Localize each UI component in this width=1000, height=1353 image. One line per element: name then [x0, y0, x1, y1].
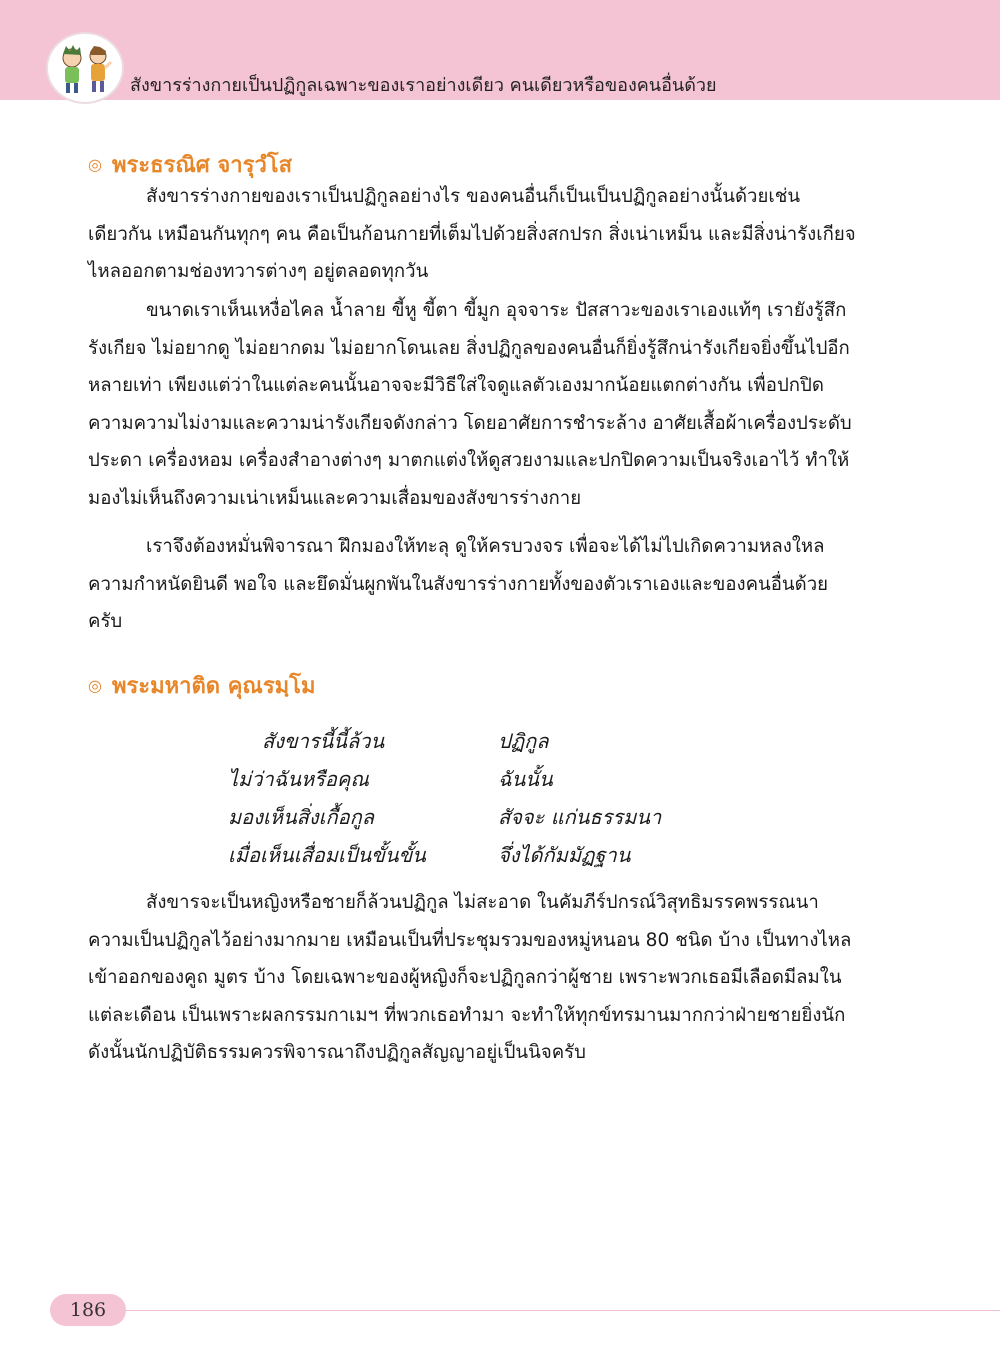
header-illustration [46, 32, 124, 104]
poem-line-right: ปฏิกูล [498, 729, 549, 753]
poem-line-left: ไม่ว่าฉันหรือคุณ [228, 767, 369, 791]
section-heading-1-text: พระธรณิศ จารุวํโส [111, 153, 293, 178]
two-kids-icon [48, 34, 122, 102]
footer-rule [118, 1310, 1000, 1311]
section-heading-2-text: พระมหาติด คุณรมฺโม [111, 674, 316, 699]
section-heading-2 [88, 668, 315, 703]
paragraph: สังขารจะเป็นหญิงหรือชายก็ล้วนปฏิกูล ไม่สะอาด ในคัมภีร์ปกรณ์วิสุทธิมรรคพรรณนาความเป็นปฏิกูลไว้อย่างมากมาย เหมือนเป็นที่ประชุมรวมของหมู่หนอน 80 ชนิด บ้าง เป็นทางไหลเข้าออกของคูถ มูตร บ้าง โดยเฉพาะของผู้หญิงก็จะปฏิกูลกว่าผู้ชาย เพราะพวกเธอมีเลือดมีลมในแต่ละเดือน เป็นเพราะผลกรรมกาเมฯ ที่พวกเธอทำมา จะทำให้ทุกข์ทรมานมากกว่าฝ่ายชายยิ่งนัก ดังนั้นนักปฏิบัติธรรมควรพิจารณาถึงปฏิกูลสัญญาอยู่เป็นนิจครับ [88, 892, 852, 1063]
poem-line-right: ฉันนั้น [498, 767, 553, 791]
poem-line-right: จึ่งได้กัมมัฏฐาน [498, 843, 631, 867]
paragraph: ขนาดเราเห็นเหงื่อไคล น้ำลาย ขี้หู ขี้ตา ขี้มูก อุจจาระ ปัสสาวะของเราเองแท้ๆ เรายังรู้สึกรังเกียจ ไม่อยากดู ไม่อยากดม ไม่อยากโดนเลย สิ่งปฏิกูลของคนอื่นก็ยิ่งรู้สึกน่ารังเกียจยิ่งขึ้นไปอีกหลายเท่า เพียงแต่ว่าในแต่ละคนนั้นอาจจะมีวิธีใส่ใจดูแลตัวเองมากน้อยแตกต่างกัน เพื่อปกปิดความความไม่งามและความน่ารังเกียจดังกล่าว โดยอาศัยการชำระล้าง อาศัยเสื้อผ้าเครื่องประดับประดา เครื่องหอม เครื่องสำอางต่างๆ มาตกแต่งให้ดูสวยงามและปกปิดความเป็นจริงเอาไว้ ทำให้มองไม่เห็นถึงความเน่าเหม็นและความเสื่อมของสังขารร่างกาย [88, 300, 852, 509]
section-heading-1 [88, 147, 292, 182]
page-number: 186 [50, 1294, 126, 1326]
poem-line-left: มองเห็นสิ่งเกื้อกูล [228, 805, 374, 829]
poem-line-left: เมื่อเห็นเสื่อมเป็นขั้นขั้น [228, 843, 426, 867]
poem-line-left: สังขารนี้นี้ล้วน [262, 729, 385, 753]
poem-line-right: สัจจะ แก่นธรรมนา [498, 805, 662, 829]
paragraph: เราจึงต้องหมั่นพิจารณา ฝึกมองให้ทะลุ ดูให้ครบวงจร เพื่อจะได้ไม่ไปเกิดความหลงใหล ความกำหนัดยินดี พอใจ และยึดมั่นผูกพันในสังขารร่างกายทั้งของตัวเราเองและของคนอื่นด้วยครับ [88, 536, 829, 632]
bullet-icon: ◎ [88, 676, 102, 695]
paragraph: สังขารร่างกายของเราเป็นปฏิกูลอย่างไร ของคนอื่นก็เป็นเป็นปฏิกูลอย่างนั้นด้วยเช่นเดียวกัน เหมือนกันทุกๆ คน คือเป็นก้อนกายที่เต็มไปด้วยสิ่งสกปรก สิ่งเน่าเหม็น และมีสิ่งน่ารังเกียจไหลออกตามช่องทวารต่างๆ อยู่ตลอดทุกวัน [88, 186, 856, 282]
bullet-icon: ◎ [88, 155, 102, 174]
running-header-title: สังขารร่างกายเป็นปฏิกูลเฉพาะของเราอย่างเดียว คนเดียวหรือของคนอื่นด้วย [130, 75, 717, 96]
